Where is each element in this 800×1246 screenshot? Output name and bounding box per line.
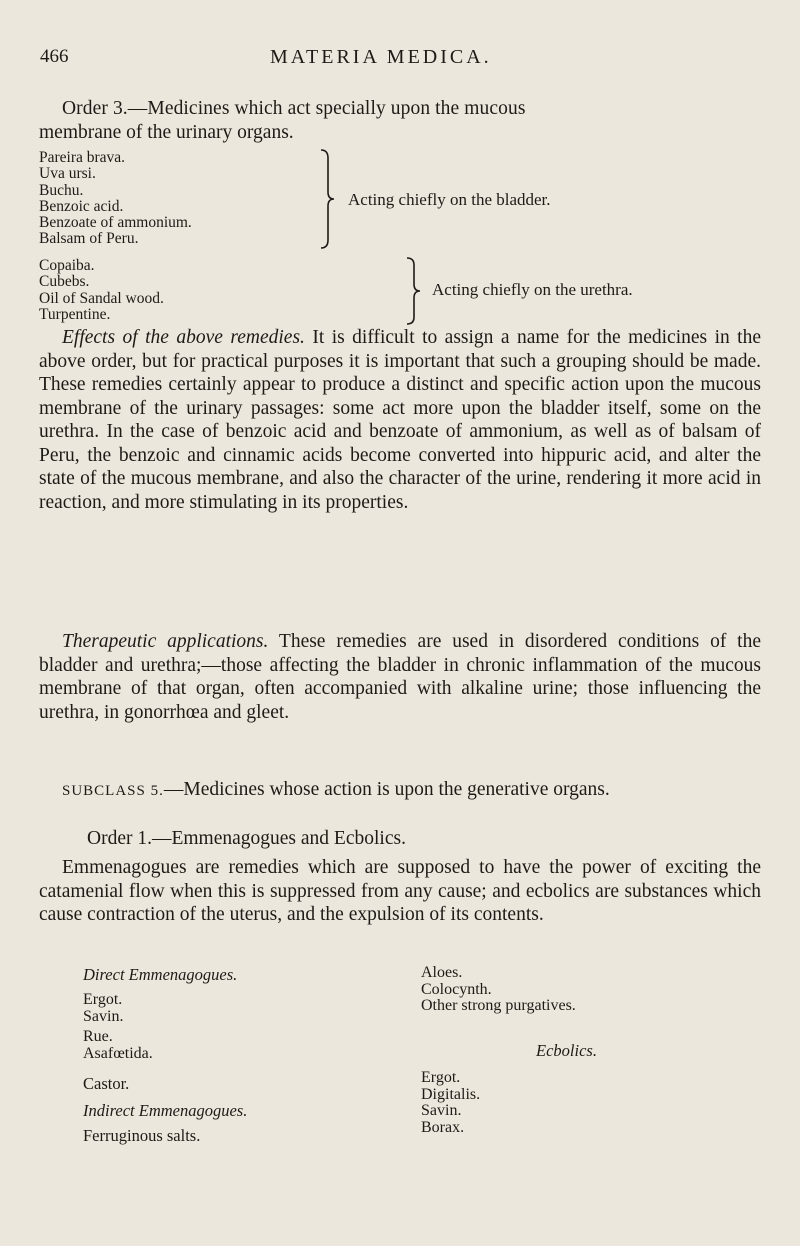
direct-emmenagogues-list (83, 992, 153, 1062)
therapeutic-text: These remedies are used in disordered conditions of the bladder and urethra;—those affecting the bladder in chronic inflammation of the mucous membrane of that organ, often accompanied with alkaline urine; those influencing the urethra, in gonorrhœa and gleet. (39, 631, 762, 723)
subclass-text: —Medicines whose action is upon the generative organs. (163, 779, 610, 800)
list-item: Copaiba. (39, 257, 95, 274)
list-item: Savin. (421, 1102, 462, 1119)
ecbolics-list (421, 1070, 480, 1136)
order3-heading-line2: membrane of the urinary organs. (39, 122, 294, 143)
list-item: Benzoate of ammonium. (39, 214, 192, 232)
list-item: Oil of Sandal wood. (39, 289, 164, 307)
list-item: Uva ursi. (39, 165, 96, 183)
effects-paragraph (39, 326, 761, 514)
bladder-note: Acting chiefly on the bladder. (348, 190, 551, 209)
right-brace-bladder (318, 148, 340, 250)
purgatives-list (421, 965, 576, 1015)
order1-heading: Order 1.—Emmenagogues and Ecbolics. (87, 828, 406, 849)
order1-text: Emmenagogues are remedies which are supposed to have the power of exciting the catamenial flow when this is suppressed from any cause; and ecbolics are substances which cause contraction of the uterus, and the expulsion of its contents. (39, 857, 761, 925)
list-item: Colocynth. (421, 980, 492, 998)
urethra-note: Acting chiefly on the urethra. (432, 280, 633, 299)
list-item: Asafœtida. (83, 1044, 153, 1062)
page-number: 466 (40, 46, 69, 67)
list-item: Buchu. (39, 181, 84, 199)
list-item: Borax. (421, 1118, 465, 1136)
running-title: MATERIA MEDICA. (270, 46, 492, 68)
list-item: Other strong purgatives. (421, 997, 576, 1014)
indirect-emmenagogues-heading: Indirect Emmenagogues. (83, 1101, 248, 1120)
list-item: Ergot. (83, 991, 123, 1008)
ecbolics-heading: Ecbolics. (536, 1041, 597, 1060)
order3-heading-line1: Order 3.—Medicines which act specially upon the mucous (62, 98, 526, 119)
list-item: Turpentine. (39, 305, 111, 323)
list-item: Balsam of Peru. (39, 230, 139, 248)
list-item: Savin. (83, 1007, 124, 1025)
bladder-drug-list (39, 150, 192, 248)
subclass-label: SUBCLASS 5. (62, 783, 164, 799)
right-brace-urethra (404, 256, 426, 326)
urethra-drug-list (39, 258, 164, 323)
list-item: Ergot. (421, 1069, 461, 1086)
subclass-paragraph (39, 778, 761, 804)
effects-heading: Effects of the above remedies. (62, 327, 305, 348)
indirect-emmenagogues-item: Ferruginous salts. (83, 1126, 201, 1145)
list-item: Aloes. (421, 964, 463, 981)
list-item: Benzoic acid. (39, 197, 124, 215)
therapeutic-paragraph (39, 630, 761, 724)
effects-text: It is difficult to assign a name for the medicines in the above order, but for practical purposes it is important that such a grouping should be made. These remedies certainly appear to produce a distinct and specific action upon the mucous membrane of the urinary passages: some act more upon the bladder itself, some on the urethra. In the case of benzoic acid and benzoate of ammonium, as well as of balsam of Peru, the benzoic and cinnamic acids become converted into hippuric acid, and alter the state of the mucous membrane, and also the character of the urine, rendering it more acid in reaction, and more stimulating in its properties. (39, 327, 761, 513)
order1-paragraph (39, 856, 761, 927)
list-item: Digitalis. (421, 1085, 481, 1103)
direct-emmenagogues-heading: Direct Emmenagogues. (83, 965, 238, 984)
list-item: Rue. (83, 1028, 113, 1045)
therapeutic-heading: Therapeutic applications. (62, 631, 269, 652)
list-item: Cubebs. (39, 273, 90, 291)
list-item: Pareira brava. (39, 149, 126, 166)
castor-item: Castor. (83, 1074, 130, 1093)
